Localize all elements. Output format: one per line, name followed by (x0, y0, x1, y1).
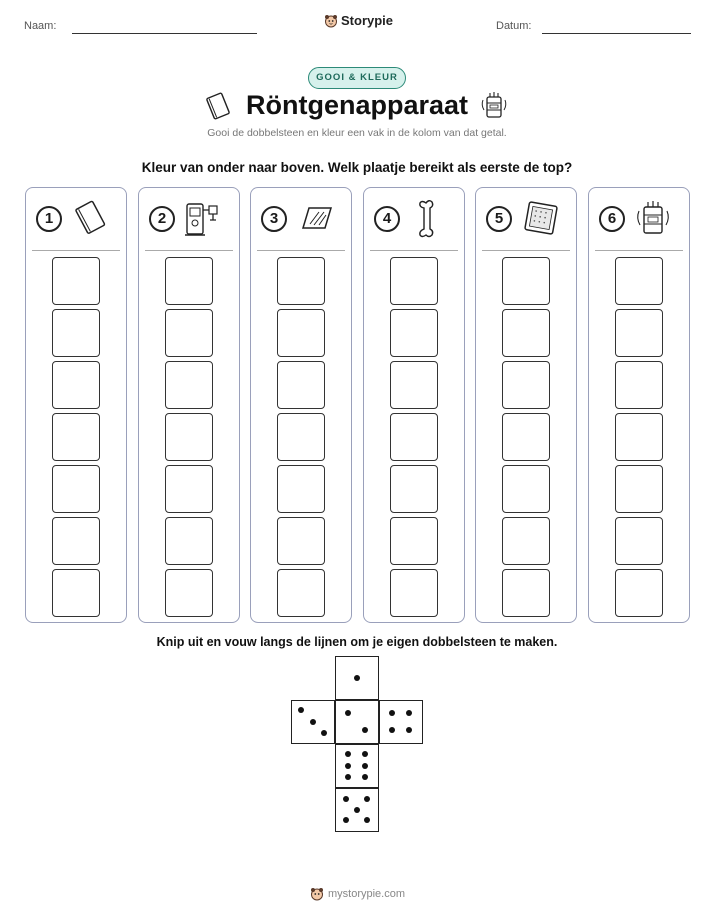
die-pip (343, 796, 349, 802)
color-box[interactable] (52, 517, 100, 565)
color-box[interactable] (277, 413, 325, 461)
die-pip (362, 774, 368, 780)
color-box[interactable] (615, 413, 663, 461)
color-box[interactable] (615, 309, 663, 357)
die-pip (345, 751, 351, 757)
page-title: Röntgenapparaat (245, 90, 469, 120)
column-divider (32, 250, 120, 251)
color-box[interactable] (52, 309, 100, 357)
die-face (291, 700, 335, 744)
color-box[interactable] (502, 257, 550, 305)
die-face (335, 744, 379, 788)
book-icon (70, 198, 110, 238)
color-box[interactable] (52, 257, 100, 305)
column-number: 2 (149, 206, 175, 232)
color-box[interactable] (165, 569, 213, 617)
column-number: 5 (486, 206, 512, 232)
die-pip (364, 796, 370, 802)
glass-plate-icon (295, 198, 337, 238)
color-box[interactable] (165, 257, 213, 305)
xray-machine-icon (183, 198, 223, 240)
column-number: 4 (374, 206, 400, 232)
column-6 (588, 187, 690, 623)
column-divider (370, 250, 458, 251)
color-box[interactable] (502, 361, 550, 409)
color-box[interactable] (502, 569, 550, 617)
color-box[interactable] (615, 465, 663, 513)
color-box[interactable] (277, 569, 325, 617)
die-face (335, 700, 379, 744)
column-1 (25, 187, 127, 623)
color-box[interactable] (165, 361, 213, 409)
column-divider (595, 250, 683, 251)
column-number: 6 (599, 206, 625, 232)
color-box[interactable] (390, 569, 438, 617)
die-pip (298, 707, 304, 713)
die-pip (389, 710, 395, 716)
die-face (335, 656, 379, 700)
color-box[interactable] (277, 465, 325, 513)
die-pip (362, 727, 368, 733)
xray-film-icon (520, 198, 562, 238)
storypie-mascot-icon (310, 887, 324, 901)
die-pip (389, 727, 395, 733)
die-pip (362, 751, 368, 757)
cut-instruction: Knip uit en vouw langs de lijnen om je eigen dobbelsteen te maken. (156, 635, 558, 649)
color-box[interactable] (277, 257, 325, 305)
color-box[interactable] (277, 361, 325, 409)
xray-tank-icon (479, 90, 509, 122)
die-pip (345, 774, 351, 780)
die-pip (406, 710, 412, 716)
color-box[interactable] (390, 309, 438, 357)
column-number: 3 (261, 206, 287, 232)
storypie-mascot-icon (324, 14, 338, 28)
footer (310, 887, 405, 901)
name-line[interactable] (72, 33, 257, 34)
color-box[interactable] (502, 309, 550, 357)
die-face (379, 700, 423, 744)
color-box[interactable] (52, 361, 100, 409)
column-4 (363, 187, 465, 623)
die-pip (345, 763, 351, 769)
date-label: Datum: (496, 20, 532, 32)
color-box[interactable] (390, 361, 438, 409)
color-box[interactable] (615, 361, 663, 409)
die-pip (310, 719, 316, 725)
color-box[interactable] (277, 517, 325, 565)
color-box[interactable] (502, 517, 550, 565)
column-divider (482, 250, 570, 251)
color-box[interactable] (52, 465, 100, 513)
brand-logo (324, 13, 393, 28)
color-box[interactable] (390, 465, 438, 513)
color-box[interactable] (615, 569, 663, 617)
die-pip (354, 807, 360, 813)
bone-icon (408, 198, 448, 240)
color-box[interactable] (277, 309, 325, 357)
column-3 (250, 187, 352, 623)
column-divider (257, 250, 345, 251)
color-box[interactable] (615, 257, 663, 305)
page-subtitle: Gooi de dobbelsteen en kleur een vak in de kolom van dat getal. (207, 127, 507, 139)
die-pip (345, 710, 351, 716)
die-pip (321, 730, 327, 736)
column-divider (145, 250, 233, 251)
die-pip (406, 727, 412, 733)
die-pip (354, 675, 360, 681)
brand-name: Storypie (341, 13, 394, 28)
name-label: Naam: (24, 20, 57, 32)
column-2 (138, 187, 240, 623)
die-pip (343, 817, 349, 823)
category-badge: GOOI & KLEUR (308, 67, 406, 89)
color-box[interactable] (165, 465, 213, 513)
color-box[interactable] (165, 309, 213, 357)
column-5 (475, 187, 577, 623)
color-box[interactable] (390, 257, 438, 305)
instruction-text: Kleur van onder naar boven. Welk plaatje bereikt als eerste de top? (141, 160, 573, 175)
xray-tank-icon (633, 198, 673, 240)
color-box[interactable] (390, 517, 438, 565)
date-line[interactable] (542, 33, 691, 34)
color-box[interactable] (52, 413, 100, 461)
die-pip (364, 817, 370, 823)
color-box[interactable] (52, 569, 100, 617)
color-box[interactable] (502, 465, 550, 513)
color-box[interactable] (165, 413, 213, 461)
color-box[interactable] (390, 413, 438, 461)
color-box[interactable] (165, 517, 213, 565)
color-box[interactable] (615, 517, 663, 565)
die-face (335, 788, 379, 832)
die-pip (362, 763, 368, 769)
column-number: 1 (36, 206, 62, 232)
color-box[interactable] (502, 413, 550, 461)
footer-url: mystorypie.com (328, 888, 406, 900)
